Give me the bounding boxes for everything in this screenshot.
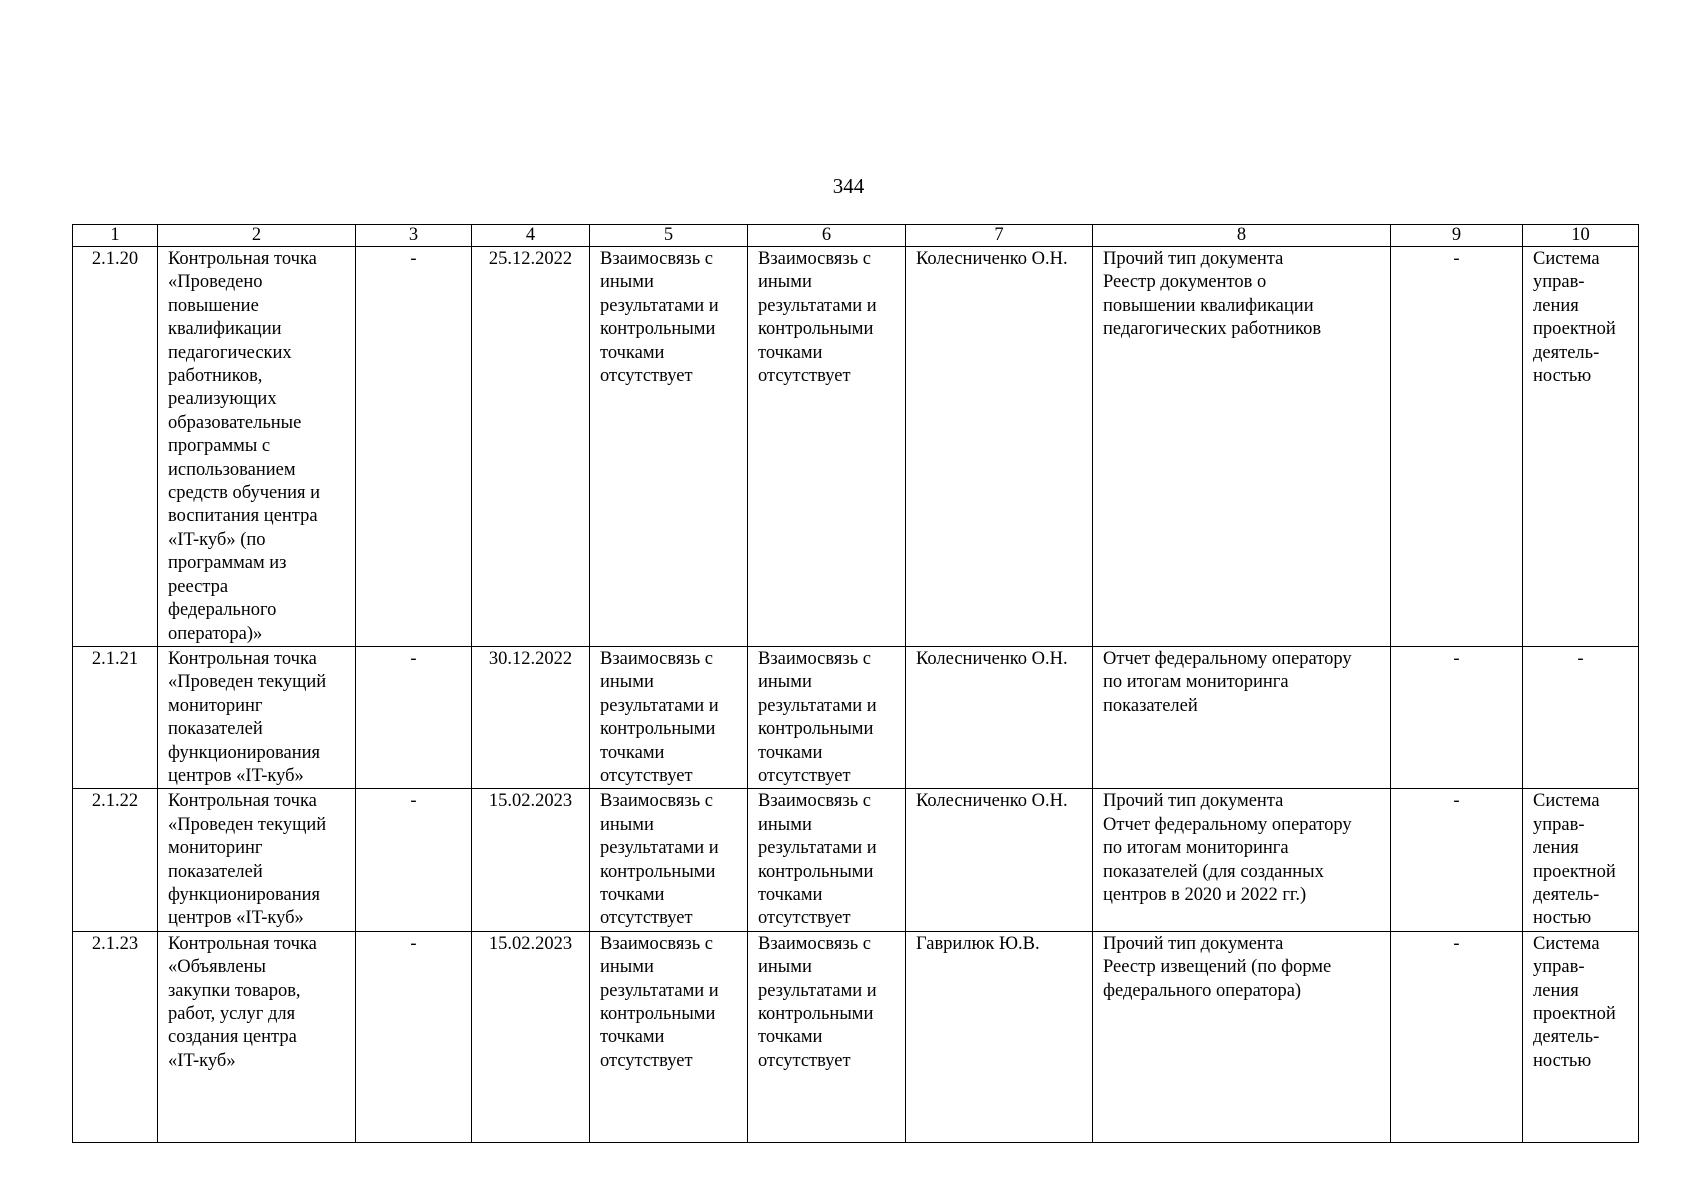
column-number: 2 [158,225,356,247]
information-system: Система управ- ления проектной деятель- ностью [1523,931,1639,1142]
row-id: 2.1.23 [73,931,158,1142]
row-id: 2.1.22 [73,789,158,931]
information-system: - [1523,646,1639,788]
relation-results: Взаимосвязь с иными результатами и контрольными точками отсутствует [590,646,748,788]
deadline-date: 30.12.2022 [472,646,590,788]
document-type: Прочий тип документа Реестр документов о повышении квалификации педагогических работников [1093,247,1391,647]
cell-col9: - [1391,789,1523,931]
control-point-name: Контрольная точка «Проведено повышение квалификации педагогических работников, реализующих образовательные программы с использованием средств обучения и воспитания центра «IT-куб» (по программам из реестра федерального оператора)» [158,247,356,647]
relation-points: Взаимосвязь с иными результатами и контрольными точками отсутствует [748,789,906,931]
responsible-person: Колесниченко О.Н. [906,646,1093,788]
information-system: Система управ- ления проектной деятель- ностью [1523,789,1639,931]
relation-results: Взаимосвязь с иными результатами и контрольными точками отсутствует [590,247,748,647]
table-header [73,225,1639,247]
information-system: Система управ- ления проектной деятель- ностью [1523,247,1639,647]
relation-results: Взаимосвязь с иными результатами и контрольными точками отсутствует [590,789,748,931]
column-number: 3 [356,225,472,247]
header-row [73,225,1639,247]
control-point-name: Контрольная точка «Проведен текущий мониторинг показателей функционирования центров «IT-куб» [158,646,356,788]
control-point-name: Контрольная точка «Проведен текущий мониторинг показателей функционирования центров «IT-куб» [158,789,356,931]
document-type: Прочий тип документа Отчет федеральному оператору по итогам мониторинга показателей (для созданных центров в 2020 и 2022 гг.) [1093,789,1391,931]
cell-col3: - [356,247,472,647]
page-number: 344 [832,174,865,198]
column-number: 10 [1523,225,1639,247]
column-number: 5 [590,225,748,247]
row-id: 2.1.20 [73,247,158,647]
table-row [73,931,1639,1142]
control-points-table [72,224,1639,1143]
relation-results: Взаимосвязь с иными результатами и контрольными точками отсутствует [590,931,748,1142]
control-point-name: Контрольная точка «Объявлены закупки товаров, работ, услуг для создания центра «IT-куб» [158,931,356,1142]
document-type: Прочий тип документа Реестр извещений (по форме федерального оператора) [1093,931,1391,1142]
column-number: 8 [1093,225,1391,247]
column-number: 4 [472,225,590,247]
deadline-date: 15.02.2023 [472,931,590,1142]
responsible-person: Гаврилюк Ю.В. [906,931,1093,1142]
responsible-person: Колесниченко О.Н. [906,789,1093,931]
table-row [73,789,1639,931]
table-row [73,247,1639,647]
document-type: Отчет федеральному оператору по итогам мониторинга показателей [1093,646,1391,788]
cell-col3: - [356,931,472,1142]
relation-points: Взаимосвязь с иными результатами и контрольными точками отсутствует [748,646,906,788]
relation-points: Взаимосвязь с иными результатами и контрольными точками отсутствует [748,931,906,1142]
table-row [73,646,1639,788]
deadline-date: 15.02.2023 [472,789,590,931]
cell-col9: - [1391,646,1523,788]
relation-points: Взаимосвязь с иными результатами и контрольными точками отсутствует [748,247,906,647]
cell-col9: - [1391,247,1523,647]
cell-col3: - [356,646,472,788]
column-number: 6 [748,225,906,247]
column-number: 1 [73,225,158,247]
column-number: 9 [1391,225,1523,247]
responsible-person: Колесниченко О.Н. [906,247,1093,647]
row-id: 2.1.21 [73,646,158,788]
cell-col3: - [356,789,472,931]
deadline-date: 25.12.2022 [472,247,590,647]
cell-col9: - [1391,931,1523,1142]
column-number: 7 [906,225,1093,247]
table-body [73,247,1639,1143]
